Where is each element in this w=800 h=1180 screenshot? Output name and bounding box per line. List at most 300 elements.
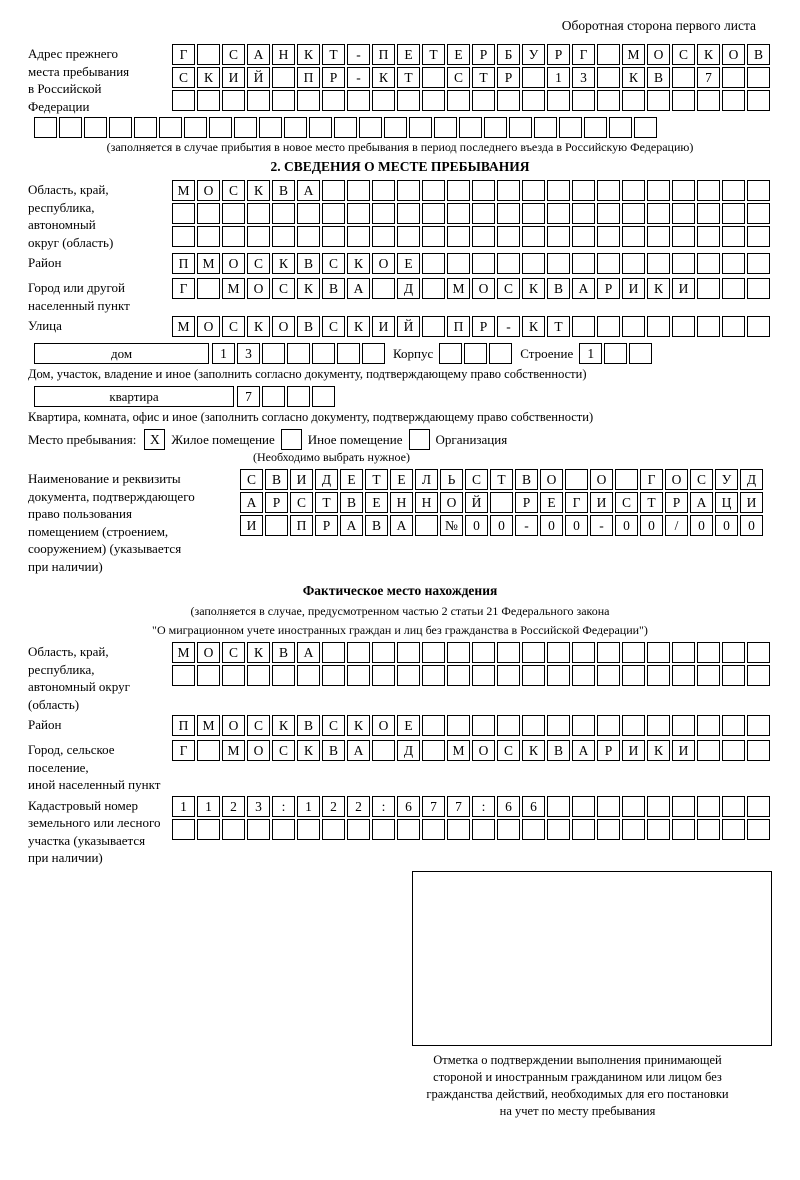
cadastral-cell[interactable] [347,819,370,840]
street-cell[interactable] [597,316,620,337]
prev-address-cell[interactable] [234,117,257,138]
prev-address-cell[interactable] [422,67,445,88]
street-cell[interactable]: К [247,316,270,337]
region-cell[interactable] [347,203,370,224]
actual-district-cell[interactable]: О [222,715,245,736]
city-cell[interactable]: И [622,278,645,299]
region-cell[interactable] [222,203,245,224]
actual-city-cell[interactable] [197,740,220,761]
actual-city-cell[interactable]: Д [397,740,420,761]
actual-city-cell[interactable] [747,740,770,761]
cadastral-cell[interactable] [622,819,645,840]
actual-region-cell[interactable] [547,665,570,686]
document-cell[interactable]: Н [390,492,413,513]
cadastral-cell[interactable] [272,819,295,840]
street-cell[interactable]: П [447,316,470,337]
stay-type-checkbox-residential[interactable]: X [144,429,165,450]
region-cell[interactable] [422,226,445,247]
region-cell[interactable] [197,203,220,224]
cadastral-cell[interactable] [397,819,420,840]
region-cell[interactable] [272,203,295,224]
region-cell[interactable] [397,226,420,247]
prev-address-cell[interactable] [397,90,420,111]
flat-cell[interactable] [262,386,285,407]
actual-district-cell[interactable] [597,715,620,736]
prev-address-cell[interactable]: П [372,44,395,65]
region-cell[interactable] [172,203,195,224]
document-cell[interactable]: И [590,492,613,513]
actual-district-cell[interactable]: В [297,715,320,736]
street-cell[interactable]: Т [547,316,570,337]
district-cell[interactable] [722,253,745,274]
document-cell[interactable]: Е [340,469,363,490]
actual-region-cell[interactable] [672,642,695,663]
cadastral-cell[interactable] [247,819,270,840]
region-cell[interactable] [372,203,395,224]
city-cell[interactable]: Г [172,278,195,299]
document-cell[interactable]: Е [365,492,388,513]
street-cell[interactable] [422,316,445,337]
cadastral-cell[interactable] [572,819,595,840]
prev-address-cell[interactable]: К [372,67,395,88]
cadastral-cell[interactable] [622,796,645,817]
actual-district-cell[interactable] [622,715,645,736]
street-cell[interactable]: В [297,316,320,337]
prev-address-cell[interactable]: С [172,67,195,88]
actual-city-cell[interactable] [722,740,745,761]
actual-city-cell[interactable]: К [647,740,670,761]
district-cell[interactable]: С [322,253,345,274]
prev-address-cell[interactable] [334,117,357,138]
street-cell[interactable]: К [347,316,370,337]
document-cell[interactable]: В [265,469,288,490]
actual-region-cell[interactable]: А [297,642,320,663]
actual-region-cell[interactable] [222,665,245,686]
cadastral-cell[interactable]: 6 [397,796,420,817]
actual-city-cell[interactable]: А [347,740,370,761]
document-cell[interactable]: Г [640,469,663,490]
prev-address-cell[interactable] [484,117,507,138]
document-cell[interactable]: Е [390,469,413,490]
cadastral-cell[interactable]: 2 [347,796,370,817]
actual-district-cell[interactable]: О [372,715,395,736]
document-cell[interactable]: Р [265,492,288,513]
actual-region-cell[interactable]: К [247,642,270,663]
district-cell[interactable] [522,253,545,274]
actual-district-cell[interactable] [472,715,495,736]
region-cell[interactable] [422,203,445,224]
actual-region-cell[interactable] [447,665,470,686]
document-cell[interactable]: Е [540,492,563,513]
actual-region-cell[interactable] [497,642,520,663]
mark-box[interactable] [412,871,772,1046]
document-cell[interactable]: 0 [690,515,713,536]
district-cell[interactable]: О [372,253,395,274]
district-cell[interactable] [597,253,620,274]
actual-region-cell[interactable] [472,665,495,686]
dom-cell[interactable] [262,343,285,364]
korpus-cell[interactable] [464,343,487,364]
street-cell[interactable]: И [372,316,395,337]
prev-address-cell[interactable] [597,67,620,88]
prev-address-cell[interactable]: 7 [697,67,720,88]
prev-address-cell[interactable] [697,90,720,111]
actual-city-cell[interactable]: И [622,740,645,761]
city-cell[interactable] [722,278,745,299]
region-cell[interactable] [397,180,420,201]
actual-region-cell[interactable] [447,642,470,663]
city-cell[interactable]: А [572,278,595,299]
region-cell[interactable] [372,226,395,247]
actual-district-cell[interactable] [697,715,720,736]
region-cell[interactable]: М [172,180,195,201]
document-cell[interactable]: С [465,469,488,490]
prev-address-cell[interactable] [722,90,745,111]
document-cell[interactable]: Г [565,492,588,513]
actual-region-cell[interactable]: М [172,642,195,663]
region-cell[interactable] [672,203,695,224]
prev-address-cell[interactable] [584,117,607,138]
city-cell[interactable]: Р [597,278,620,299]
prev-address-cell[interactable] [59,117,82,138]
prev-address-cell[interactable] [509,117,532,138]
prev-address-cell[interactable]: С [222,44,245,65]
prev-address-cell[interactable] [159,117,182,138]
document-cell[interactable]: И [290,469,313,490]
street-cell[interactable] [572,316,595,337]
prev-address-cell[interactable]: О [722,44,745,65]
region-cell[interactable] [222,226,245,247]
prev-address-cell[interactable]: Р [322,67,345,88]
prev-address-cell[interactable]: Т [322,44,345,65]
actual-city-cell[interactable]: М [447,740,470,761]
region-cell[interactable] [722,203,745,224]
cadastral-cell[interactable] [722,819,745,840]
prev-address-cell[interactable] [209,117,232,138]
prev-address-cell[interactable]: А [247,44,270,65]
korpus-cell[interactable] [439,343,462,364]
actual-district-cell[interactable]: С [322,715,345,736]
city-cell[interactable]: С [497,278,520,299]
cadastral-cell[interactable]: 3 [247,796,270,817]
cadastral-cell[interactable] [297,819,320,840]
document-cell[interactable] [490,492,513,513]
street-cell[interactable] [697,316,720,337]
actual-city-cell[interactable]: Р [597,740,620,761]
cadastral-cell[interactable] [572,796,595,817]
document-cell[interactable]: С [290,492,313,513]
actual-region-cell[interactable] [572,642,595,663]
prev-address-cell[interactable]: О [647,44,670,65]
street-cell[interactable]: М [172,316,195,337]
actual-region-cell[interactable] [597,642,620,663]
cadastral-cell[interactable] [172,819,195,840]
street-cell[interactable]: Р [472,316,495,337]
document-cell[interactable]: Ь [440,469,463,490]
actual-region-cell[interactable] [647,665,670,686]
cadastral-cell[interactable] [547,819,570,840]
document-cell[interactable]: / [665,515,688,536]
actual-region-cell[interactable] [597,665,620,686]
cadastral-cell[interactable] [472,819,495,840]
actual-city-cell[interactable] [697,740,720,761]
region-cell[interactable] [722,180,745,201]
document-cell[interactable]: 0 [615,515,638,536]
document-cell[interactable]: О [440,492,463,513]
region-cell[interactable] [647,203,670,224]
document-cell[interactable]: А [240,492,263,513]
prev-address-cell[interactable] [322,90,345,111]
prev-address-cell[interactable]: К [297,44,320,65]
prev-address-cell[interactable] [534,117,557,138]
prev-address-cell[interactable] [634,117,657,138]
actual-city-cell[interactable]: В [547,740,570,761]
prev-address-cell[interactable]: К [622,67,645,88]
district-cell[interactable] [697,253,720,274]
prev-address-cell[interactable] [572,90,595,111]
actual-district-cell[interactable] [747,715,770,736]
document-cell[interactable]: И [740,492,763,513]
region-cell[interactable] [522,226,545,247]
region-cell[interactable] [597,180,620,201]
region-cell[interactable] [247,203,270,224]
cadastral-cell[interactable]: 6 [522,796,545,817]
city-cell[interactable]: В [547,278,570,299]
prev-address-cell[interactable]: Н [272,44,295,65]
region-cell[interactable] [597,226,620,247]
prev-address-cell[interactable] [259,117,282,138]
region-cell[interactable] [497,203,520,224]
cadastral-cell[interactable] [697,796,720,817]
document-cell[interactable]: 0 [465,515,488,536]
document-cell[interactable]: Й [465,492,488,513]
region-cell[interactable] [622,180,645,201]
district-cell[interactable] [747,253,770,274]
region-cell[interactable] [747,203,770,224]
actual-region-cell[interactable] [697,642,720,663]
region-cell[interactable] [622,226,645,247]
region-cell[interactable] [447,180,470,201]
prev-address-cell[interactable] [672,90,695,111]
actual-district-cell[interactable] [447,715,470,736]
prev-address-cell[interactable] [672,67,695,88]
region-cell[interactable] [472,203,495,224]
stroenie-cell[interactable]: 1 [579,343,602,364]
prev-address-cell[interactable] [272,90,295,111]
district-cell[interactable]: П [172,253,195,274]
region-cell[interactable] [497,180,520,201]
prev-address-cell[interactable]: Б [497,44,520,65]
prev-address-cell[interactable]: У [522,44,545,65]
region-cell[interactable] [297,203,320,224]
actual-region-cell[interactable] [272,665,295,686]
street-cell[interactable] [672,316,695,337]
document-cell[interactable]: П [290,515,313,536]
prev-address-cell[interactable] [34,117,57,138]
actual-district-cell[interactable] [672,715,695,736]
cadastral-cell[interactable] [197,819,220,840]
document-cell[interactable]: Ц [715,492,738,513]
document-cell[interactable]: И [240,515,263,536]
prev-address-cell[interactable]: В [647,67,670,88]
prev-address-cell[interactable]: Т [397,67,420,88]
cadastral-cell[interactable] [372,819,395,840]
stay-type-checkbox-other[interactable] [281,429,302,450]
prev-address-cell[interactable] [309,117,332,138]
document-cell[interactable]: Т [315,492,338,513]
actual-city-cell[interactable] [422,740,445,761]
region-cell[interactable]: О [197,180,220,201]
prev-address-cell[interactable] [409,117,432,138]
document-cell[interactable]: В [365,515,388,536]
city-cell[interactable] [372,278,395,299]
district-cell[interactable]: В [297,253,320,274]
prev-address-cell[interactable] [622,90,645,111]
city-cell[interactable] [422,278,445,299]
prev-address-cell[interactable]: Г [172,44,195,65]
city-cell[interactable]: И [672,278,695,299]
actual-region-cell[interactable] [397,642,420,663]
region-cell[interactable] [397,203,420,224]
region-cell[interactable] [422,180,445,201]
street-cell[interactable] [747,316,770,337]
region-cell[interactable] [347,226,370,247]
city-cell[interactable] [197,278,220,299]
prev-address-cell[interactable] [284,117,307,138]
city-cell[interactable] [747,278,770,299]
prev-address-cell[interactable] [109,117,132,138]
cadastral-cell[interactable]: 6 [497,796,520,817]
dom-cell[interactable] [362,343,385,364]
region-cell[interactable] [172,226,195,247]
cadastral-cell[interactable] [647,819,670,840]
district-cell[interactable] [472,253,495,274]
prev-address-cell[interactable] [722,67,745,88]
actual-region-cell[interactable] [522,642,545,663]
document-cell[interactable] [615,469,638,490]
prev-address-cell[interactable]: Р [472,44,495,65]
street-cell[interactable]: С [222,316,245,337]
prev-address-cell[interactable]: К [697,44,720,65]
actual-region-cell[interactable]: О [197,642,220,663]
region-cell[interactable] [572,180,595,201]
prev-address-cell[interactable] [434,117,457,138]
stroenie-cell[interactable] [604,343,627,364]
stay-type-checkbox-organization[interactable] [409,429,430,450]
actual-region-cell[interactable]: С [222,642,245,663]
cadastral-cell[interactable] [747,819,770,840]
region-cell[interactable] [747,226,770,247]
actual-district-cell[interactable]: С [247,715,270,736]
actual-region-cell[interactable] [622,665,645,686]
cadastral-cell[interactable] [722,796,745,817]
actual-region-cell[interactable] [747,665,770,686]
prev-address-cell[interactable] [459,117,482,138]
actual-region-cell[interactable] [522,665,545,686]
region-cell[interactable] [647,180,670,201]
actual-district-cell[interactable]: М [197,715,220,736]
city-cell[interactable]: Д [397,278,420,299]
actual-city-cell[interactable]: О [247,740,270,761]
district-cell[interactable] [447,253,470,274]
prev-address-cell[interactable] [347,90,370,111]
district-cell[interactable] [572,253,595,274]
cadastral-cell[interactable] [422,819,445,840]
actual-district-cell[interactable]: Е [397,715,420,736]
actual-city-cell[interactable]: И [672,740,695,761]
prev-address-cell[interactable] [472,90,495,111]
city-cell[interactable]: К [647,278,670,299]
district-cell[interactable]: С [247,253,270,274]
actual-district-cell[interactable]: К [347,715,370,736]
city-cell[interactable]: М [447,278,470,299]
actual-region-cell[interactable] [297,665,320,686]
actual-region-cell[interactable] [397,665,420,686]
flat-cell[interactable] [312,386,335,407]
actual-region-cell[interactable] [722,665,745,686]
region-cell[interactable] [372,180,395,201]
document-cell[interactable]: С [240,469,263,490]
prev-address-cell[interactable] [359,117,382,138]
actual-region-cell[interactable] [697,665,720,686]
document-cell[interactable]: А [390,515,413,536]
region-cell[interactable] [472,180,495,201]
cadastral-cell[interactable]: 1 [197,796,220,817]
actual-district-cell[interactable] [497,715,520,736]
region-cell[interactable] [647,226,670,247]
city-cell[interactable] [697,278,720,299]
prev-address-cell[interactable] [597,44,620,65]
region-cell[interactable] [247,226,270,247]
flat-cell[interactable] [287,386,310,407]
cadastral-cell[interactable] [522,819,545,840]
prev-address-cell[interactable]: Т [472,67,495,88]
city-cell[interactable]: О [247,278,270,299]
region-cell[interactable] [522,180,545,201]
document-cell[interactable]: 0 [565,515,588,536]
actual-city-cell[interactable]: Г [172,740,195,761]
region-cell[interactable] [572,226,595,247]
prev-address-cell[interactable] [747,67,770,88]
region-cell[interactable] [322,203,345,224]
city-cell[interactable]: С [272,278,295,299]
region-cell[interactable] [447,226,470,247]
prev-address-cell[interactable]: К [197,67,220,88]
region-cell[interactable] [697,226,720,247]
district-cell[interactable] [672,253,695,274]
cadastral-cell[interactable] [697,819,720,840]
prev-address-cell[interactable] [597,90,620,111]
prev-address-cell[interactable] [522,90,545,111]
region-cell[interactable] [747,180,770,201]
cadastral-cell[interactable]: 7 [422,796,445,817]
prev-address-cell[interactable]: - [347,44,370,65]
district-cell[interactable]: Е [397,253,420,274]
actual-district-cell[interactable] [722,715,745,736]
actual-region-cell[interactable] [347,665,370,686]
cadastral-cell[interactable] [222,819,245,840]
actual-region-cell[interactable] [247,665,270,686]
actual-city-cell[interactable]: К [297,740,320,761]
region-cell[interactable] [547,203,570,224]
street-cell[interactable]: Й [397,316,420,337]
flat-cell[interactable]: 7 [237,386,260,407]
prev-address-cell[interactable] [647,90,670,111]
dom-cell[interactable] [312,343,335,364]
actual-city-cell[interactable]: В [322,740,345,761]
cadastral-cell[interactable]: : [372,796,395,817]
document-cell[interactable]: Д [740,469,763,490]
